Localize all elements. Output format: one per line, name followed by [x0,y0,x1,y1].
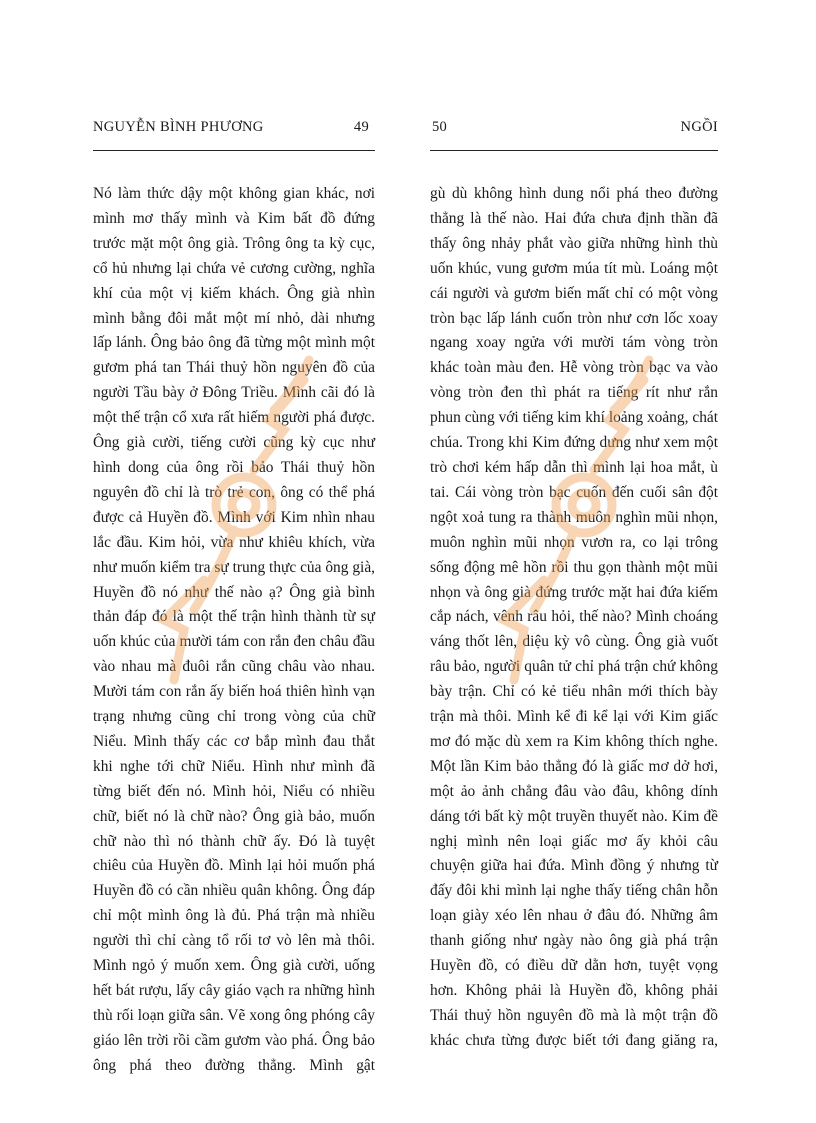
left-page [93,0,375,1123]
right-page-header [430,119,718,143]
right-header-rule [430,150,718,151]
right-page-number: 50 [432,119,448,135]
right-page [430,0,718,1123]
left-header-title: NGUYỄN BÌNH PHƯƠNG [93,119,264,135]
right-header-title: NGỒI [680,119,718,135]
left-page-number: 49 [353,119,369,135]
left-body-text: Nó làm thức dậy một không gian khác, nơi mình mơ thấy mình và Kim bất đồ đứng trước mặt một ông già. Trông ông ta kỳ cục, cổ hủ nhưng lại chứa vẻ cương cường, nghĩa khí của một vị kiếm khách. Ông già nhìn mình bằng đôi mắt một mí nhỏ, dài nhưng lấp lánh. Ông bảo ông đã từng một mình một gươm phá tan Thái thuỷ hồn nguyên đồ của người Tầu bày ở Đông Triều. Mình cãi đó là một thế trận cổ xưa rất hiếm người phá được. Ông già cười, tiếng cười cũng kỳ cục như hình dong của ông rồi bảo Thái thuỷ hồn nguyên đồ chỉ là trò trẻ con, ông có thể phá được cả Huyền đồ. Mình với Kim nhìn nhau lắc đầu. Kim hỏi, vừa như khiêu khích, vừa như muốn kiểm tra sự trung thực của ông già, Huyền đồ nó như thế nào ạ? Ông già bình thản đáp đó là một thế trận hình thành từ sự uốn khúc của mười tám con rắn đen châu đầu vào nhau mà đuôi rắn cũng châu vào nhau. Mười tám con rắn ấy biến hoá thiên hình vạn trạng nhưng cũng chỉ trong vòng của chữ Niểu. Mình thấy các cơ bắp mình đau thắt khi nghe tới chữ Niểu. Hình như mình đã từng biết đến nó. Mình hỏi, Niểu có nhiều chữ, biết nó là chữ nào? Ông già bảo, muốn chữ nào thì nó thành chữ ấy. Đó là tuyệt chiêu của Huyền đồ. Mình lại hỏi muốn phá Huyền đồ có cần nhiều quân không. Ông đáp chỉ một mình ông là đủ. Phá trận mà nhiều người thì chỉ càng tổ rối tơ vò lên mà thôi. Mình ngỏ ý muốn xem. Ông già cười, uống hết bát rượu, lấy cây giáo vạch ra những hình thù rối loạn giữa sân. Vẽ xong ông phóng cây giáo lên trời rồi cầm gươm vào phá. Ông bảo ông phá theo đường thẳng. Mình gật [93,185,375,1074]
left-header-rule [93,150,375,151]
left-page-header [93,119,375,143]
right-body-text: gù dù không hình dung nổi phá theo đường thẳng là thế nào. Hai đứa chưa định thần đã thấy ông nhảy phắt vào giữa những hình thù uốn khúc, vung gươm múa tít mù. Loáng một cái người và gươm biến mất chỉ có một vòng tròn bạc lấp lánh cuốn tròn như cơn lốc xoay ngang xoay ngửa với mười tám vòng tròn khác toàn màu đen. Hễ vòng tròn bạc va vào vòng tròn đen thì phát ra tiếng rít như rắn phun cùng với tiếng kim khí loảng xoảng, chát chúa. Trong khi Kim đứng dưng như xem một trò chơi kém hấp dẫn thì mình lại hoa mắt, ù tai. Cái vòng tròn bạc cuốn đến cuối sân đột ngột xoả tung ra thành muôn nghìn mũi nhọn, muôn nghìn mũi nhọn vươn ra, co lại trông sống động mê hồn rồi thu gọn thành một mũi nhọn và ông già đứng trước mặt hai đứa kiếm cắp nách, vênh râu hỏi, thế nào? Mình choáng váng thốt lên, diệu kỳ vô cùng. Ông già vuốt râu bảo, người quân tử chỉ phá trận chứ không bày trận. Chỉ có kẻ tiểu nhân mới thích bày trận mà thôi. Mình kể đi kể lại với Kim giấc mơ đó mặc dù xem ra Kim không thích nghe. Một lần Kim bảo thẳng đó là giấc mơ dở hơi, một ảo ảnh chẳng đâu vào đâu, không dính dáng tới bất kỳ một truyền thuyết nào. Kim đề nghị mình nên loại giấc mơ ấy khỏi câu chuyện giữa hai đứa. Mình đồng ý nhưng từ đấy đôi khi mình lại nghe thấy tiếng chân hỗn loạn giày xéo lên nhau ở đâu đó. Những âm thanh giống như ngày nào ông già phá trận Huyền đồ, có điều dữ dằn hơn, tuyệt vọng hơn. Không phải là Huyền đồ, không phải Thái thuỷ hồn nguyên đồ mà là một trận đồ khác chưa từng được biết tới đang giăng ra, [430,185,718,1049]
